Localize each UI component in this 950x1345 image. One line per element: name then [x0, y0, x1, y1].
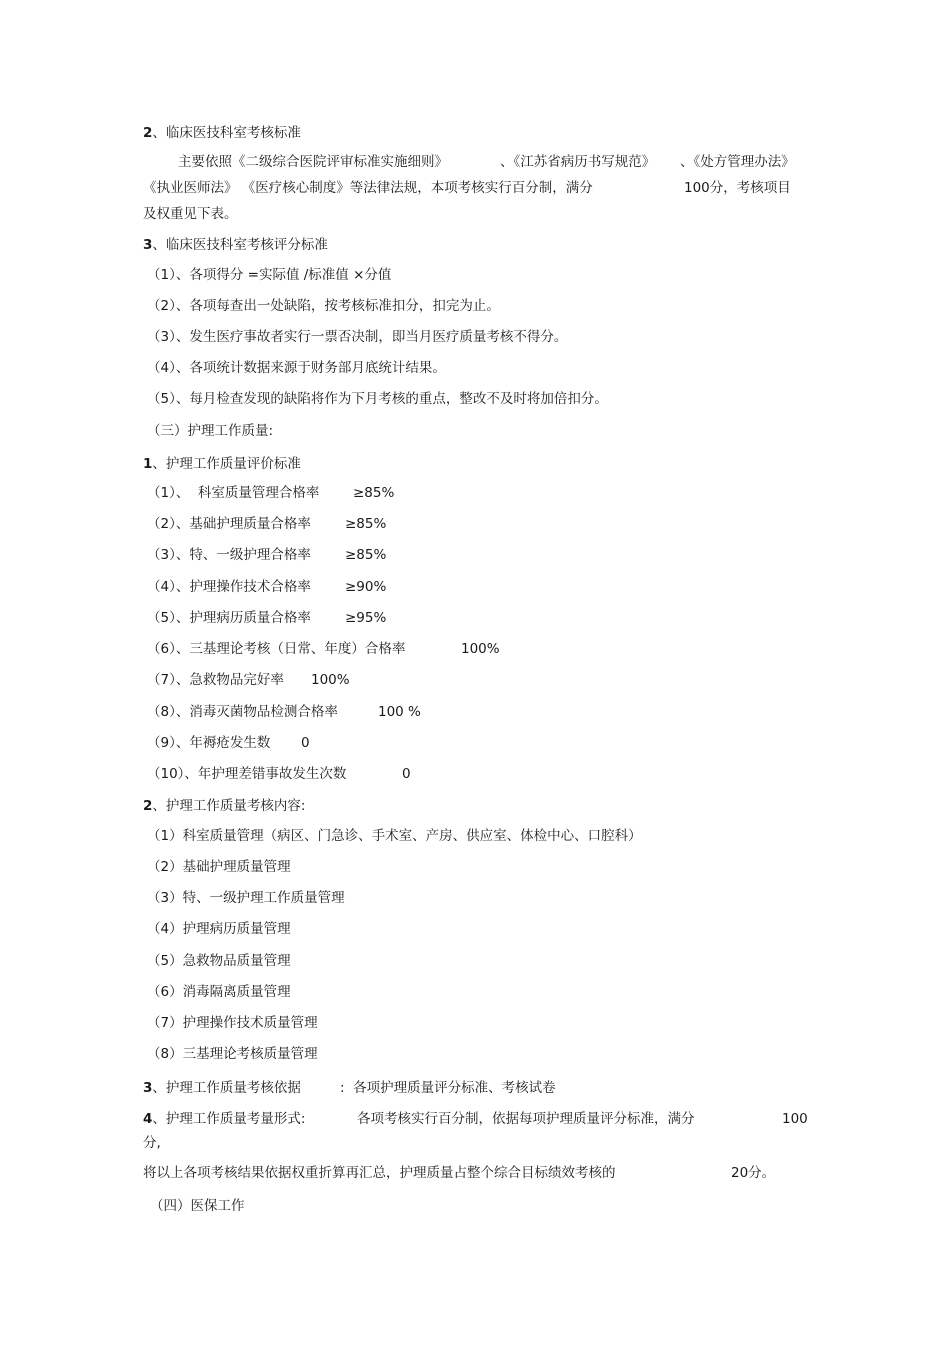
section-heading	[143, 797, 305, 815]
criteria-value: 100%	[311, 672, 350, 688]
criteria-value: ≥95%	[345, 610, 387, 626]
list-item: （3）、发生医疗事故者实行一票否决制，即当月医疗质量考核不得分。	[147, 329, 568, 345]
heading-number: 2	[143, 798, 153, 814]
heading-number: 3	[143, 1080, 153, 1096]
heading-number: 2	[143, 125, 153, 141]
list-item: （6）消毒隔离质量管理	[147, 984, 291, 1000]
criteria-value: ≥85%	[353, 485, 395, 501]
heading-text: 、护理工作质量考量形式:	[152, 1111, 306, 1127]
criteria-label: （10）、年护理差错事故发生次数	[147, 766, 347, 782]
paragraph-line: 100分，考核项目	[684, 180, 791, 196]
section-heading	[143, 1110, 305, 1128]
paragraph-line: 及权重见下表。	[143, 206, 238, 222]
criteria-value: ≥90%	[345, 579, 387, 595]
list-item: （4）、各项统计数据来源于财务部月底统计结果。	[147, 360, 446, 376]
heading-number: 1	[143, 456, 153, 472]
heading-number: 4	[143, 1111, 153, 1127]
paragraph-line: 各项考核实行百分制，依据每项护理质量评分标准，满分	[357, 1111, 695, 1127]
criteria-value: 100 %	[378, 704, 421, 720]
criteria-label: （1）、 科室质量管理合格率	[147, 485, 320, 501]
criteria-label: （9）、年褥疮发生数	[147, 735, 271, 751]
criteria-label: （2）、基础护理质量合格率	[147, 516, 311, 532]
heading-text: 、护理工作质量考核依据	[152, 1080, 301, 1096]
list-item: （3）特、一级护理工作质量管理	[147, 890, 345, 906]
paragraph-line: 20分。	[731, 1165, 776, 1181]
list-item: （8）三基理论考核质量管理	[147, 1046, 318, 1062]
criteria-label: （4）、护理操作技术合格率	[147, 579, 311, 595]
criteria-value: 0	[301, 735, 310, 751]
list-item: （1）科室质量管理（病区、门急诊、手术室、产房、供应室、体检中心、口腔科）	[147, 828, 642, 844]
criteria-value: ≥85%	[345, 547, 387, 563]
criteria-value: 0	[402, 766, 411, 782]
paragraph-line: 、《江苏省病历书写规范》	[500, 154, 656, 170]
section-heading	[143, 455, 301, 473]
criteria-label: （3）、特、一级护理合格率	[147, 547, 311, 563]
heading-text: 、护理工作质量考核内容:	[152, 798, 306, 814]
list-item: （2）、各项每查出一处缺陷，按考核标准扣分，扣完为止。	[147, 298, 500, 314]
section-heading	[143, 1079, 301, 1097]
list-item: （1）、各项得分 =实际值 /标准值 ×分值	[147, 267, 392, 283]
section-heading	[143, 124, 301, 142]
criteria-label: （8）、消毒灭菌物品检测合格率	[147, 704, 338, 720]
heading-text: 、临床医技科室考核评分标准	[152, 237, 328, 253]
list-item: （2）基础护理质量管理	[147, 859, 291, 875]
criteria-value: ≥85%	[345, 516, 387, 532]
paragraph-line: 分,	[143, 1135, 161, 1151]
list-item: （5）、每月检查发现的缺陷将作为下月考核的重点，整改不及时将加倍扣分。	[147, 391, 608, 407]
list-item: （4）护理病历质量管理	[147, 921, 291, 937]
paragraph-line: 、《处方管理办法》	[680, 154, 795, 170]
paragraph-line: 《执业医师法》 《医疗核心制度》等法律法规，本项考核实行百分制，满分	[143, 180, 593, 196]
paragraph-line: 100	[782, 1111, 808, 1127]
criteria-label: （7）、急救物品完好率	[147, 672, 284, 688]
heading-text: 、临床医技科室考核标准	[152, 125, 301, 141]
list-item: （7）护理操作技术质量管理	[147, 1015, 318, 1031]
criteria-value: 100%	[461, 641, 500, 657]
heading-text: 、护理工作质量评价标准	[152, 456, 301, 472]
heading-number: 3	[143, 237, 153, 253]
criteria-label: （6）、三基理论考核（日常、年度）合格率	[147, 641, 406, 657]
paragraph-line: 将以上各项考核结果依据权重折算再汇总，护理质量占整个综合目标绩效考核的	[143, 1165, 616, 1181]
paragraph-line: 主要依照《二级综合医院评审标准实施细则》	[178, 154, 448, 170]
criteria-label: （5）、护理病历质量合格率	[147, 610, 311, 626]
list-item: （5）急救物品质量管理	[147, 953, 291, 969]
part-heading: （三）护理工作质量:	[147, 423, 274, 439]
part-heading: （四）医保工作	[150, 1198, 245, 1214]
paragraph-line: : 各项护理质量评分标准、考核试卷	[340, 1080, 556, 1096]
section-heading	[143, 236, 328, 254]
